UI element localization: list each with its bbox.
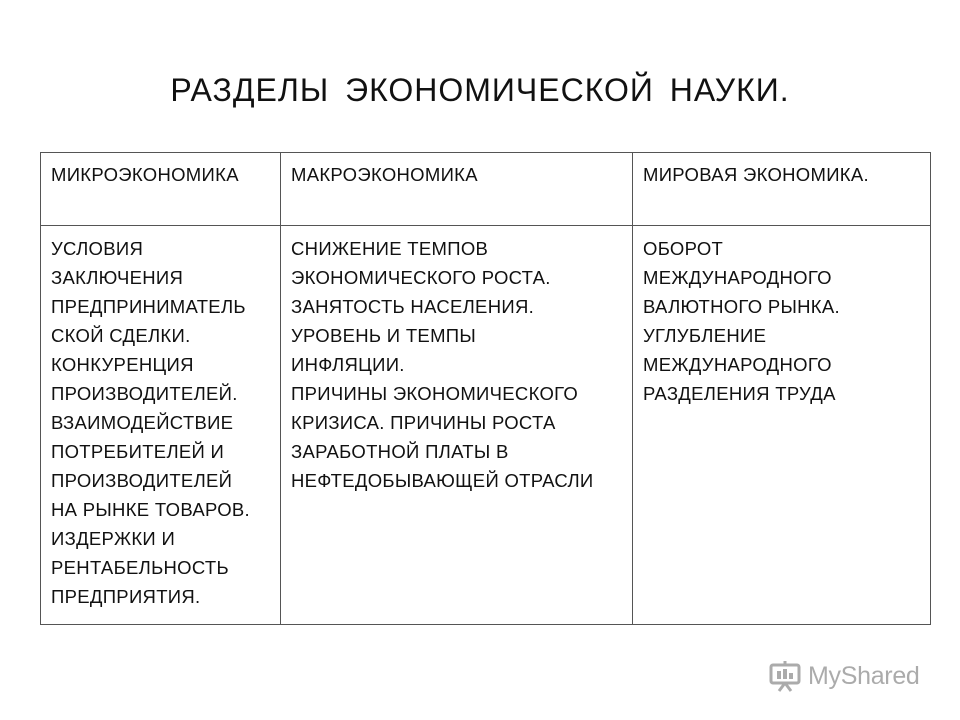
watermark bbox=[768, 656, 920, 696]
cell-macro-text: СНИЖЕНИЕ ТЕМПОВ ЭКОНОМИЧЕСКОГО РОСТА. ЗАНЯТОСТЬ НАСЕЛЕНИЯ. УРОВЕНЬ И ТЕМПЫ ИНФЛЯЦИИ. ПРИЧИНЫ ЭКОНОМИЧЕСКОГО КРИЗИСА. ПРИЧИНЫ РОСТА ЗАРАБОТНОЙ ПЛАТЫ В НЕФТЕДОБЫВАЮЩЕЙ ОТРАСЛИ bbox=[291, 238, 594, 491]
header-macro bbox=[281, 153, 633, 226]
watermark-text: MyShared bbox=[808, 661, 920, 690]
cell-micro bbox=[41, 226, 281, 625]
presentation-board-icon bbox=[768, 659, 802, 693]
header-world-label: МИРОВАЯ ЭКОНОМИКА. bbox=[643, 164, 869, 185]
table-header-row bbox=[41, 153, 931, 226]
sections-table bbox=[40, 152, 931, 625]
header-micro bbox=[41, 153, 281, 226]
header-micro-label: МИКРОЭКОНОМИКА bbox=[51, 164, 239, 185]
table-row bbox=[41, 226, 931, 625]
cell-world-text: ОБОРОТ МЕЖДУНАРОДНОГО ВАЛЮТНОГО РЫНКА. УГЛУБЛЕНИЕ МЕЖДУНАРОДНОГО РАЗДЕЛЕНИЯ ТРУДА bbox=[643, 238, 840, 404]
header-world bbox=[633, 153, 931, 226]
header-macro-label: МАКРОЭКОНОМИКА bbox=[291, 164, 478, 185]
cell-micro-text: УСЛОВИЯ ЗАКЛЮЧЕНИЯ ПРЕДПРИНИМАТЕЛЬ СКОЙ СДЕЛКИ. КОНКУРЕНЦИЯ ПРОИЗВОДИТЕЛЕЙ. ВЗАИМОДЕЙСТВИЕ ПОТРЕБИТЕЛЕЙ И ПРОИЗВОДИТЕЛЕЙ НА РЫНКЕ ТОВАРОВ. ИЗДЕРЖКИ И РЕНТАБЕЛЬНОСТЬ ПРЕДПРИЯТИЯ. bbox=[51, 238, 250, 607]
cell-world bbox=[633, 226, 931, 625]
cell-macro bbox=[281, 226, 633, 625]
slide-title: РАЗДЕЛЫ ЭКОНОМИЧЕСКОЙ НАУКИ. bbox=[170, 72, 790, 108]
